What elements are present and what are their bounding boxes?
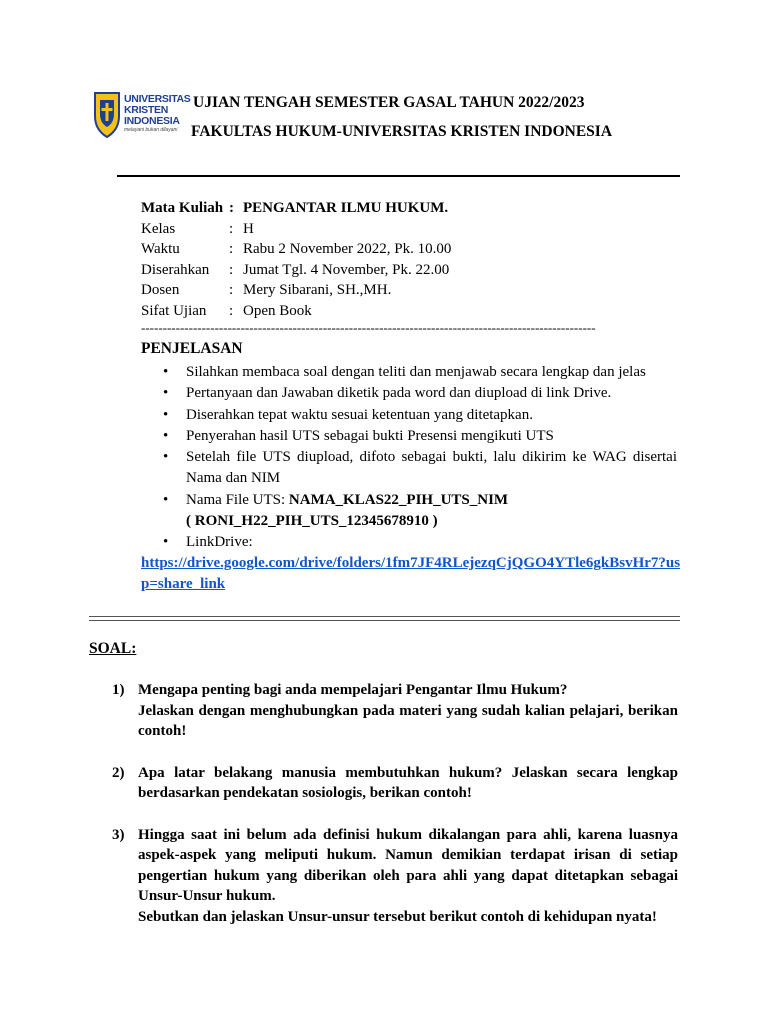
bullet-icon: •: [163, 427, 169, 444]
info-label: Mata Kuliah: [141, 200, 224, 216]
info-label: Sifat Ujian: [141, 302, 207, 319]
questions-title: SOAL:: [89, 640, 137, 657]
instructions-title: PENJELASAN: [141, 340, 243, 357]
logo-line-3: INDONESIA: [124, 115, 180, 127]
instructions-list: [141, 362, 677, 554]
info-row-exam-type: Sifat Ujian : Open Book: [141, 301, 451, 322]
info-value: Rabu 2 November 2022, Pk. 10.00: [243, 241, 452, 258]
info-value: Mery Sibarani, SH.,MH.: [243, 282, 392, 299]
list-item: • Silahkan membaca soal dengan teliti dan menjawab secara lengkap dan jelas: [141, 362, 677, 383]
list-item-file-name: • Nama File UTS: NAMA_KLAS22_PIH_UTS_NIM ( RONI_H22_PIH_UTS_12345678910 ): [163, 491, 509, 530]
section-divider: [89, 616, 680, 621]
list-item-link-drive: • LinkDrive:: [141, 532, 677, 553]
info-label: Kelas: [141, 220, 176, 237]
question-1: 1) Mengapa penting bagi anda mempelajari Pengantar Ilmu Hukum? Jelaskan dengan menghubungkan pada materi yang sudah kalian pelajari, berikan contoh!: [112, 682, 678, 739]
university-logo: [92, 88, 191, 146]
bullet-icon: •: [163, 406, 169, 423]
bullet-icon: •: [163, 385, 169, 402]
shield-icon: [92, 90, 122, 140]
list-item: • Setelah file UTS diupload, difoto sebagai bukti, lalu dikirim ke WAG disertai Nama dan NIM: [163, 449, 677, 487]
bullet-icon: •: [163, 364, 169, 380]
exam-title: UJIAN TENGAH SEMESTER GASAL TAHUN 2022/2023: [193, 94, 585, 111]
logo-line-2: KRISTEN: [124, 104, 168, 116]
info-label: Diserahkan: [141, 261, 210, 278]
info-value: H: [243, 220, 254, 237]
list-item: • Pertanyaan dan Jawaban diketik pada word dan diupload di link Drive.: [141, 383, 677, 404]
info-row-deadline: Diserahkan : Jumat Tgl. 4 November, Pk. 22.00: [141, 260, 451, 281]
questions-list: [112, 680, 678, 927]
dashed-separator: ---------------------------------------------------------------------------------------------------------: [141, 320, 596, 335]
info-row-lecturer: Dosen : Mery Sibarani, SH.,MH.: [141, 280, 451, 301]
info-label: Waktu: [141, 241, 180, 258]
list-item: • Penyerahan hasil UTS sebagai bukti Presensi mengikuti UTS: [141, 426, 677, 447]
info-value: Jumat Tgl. 4 November, Pk. 22.00: [243, 261, 450, 278]
file-name-example: ( RONI_H22_PIH_UTS_12345678910 ): [186, 513, 438, 530]
info-value: Open Book: [243, 302, 312, 319]
header-divider: [117, 175, 680, 177]
info-row-course: Mata Kuliah : PENGANTAR ILMU HUKUM.: [141, 198, 451, 219]
info-label: Dosen: [141, 282, 180, 299]
list-item: • Diserahkan tepat waktu sesuai ketentuan yang ditetapkan.: [141, 405, 677, 426]
info-row-time: Waktu : Rabu 2 November 2022, Pk. 10.00: [141, 239, 451, 260]
question-number: 3): [112, 826, 125, 843]
info-row-class: Kelas : H: [141, 219, 451, 240]
question-3: 3) Hingga saat ini belum ada definisi hukum dikalangan para ahli, karena luasnya aspek-aspek yang meliputi hukum. Namun demikian terdapat irisan di setiap pengertian hukum yang diberikan oleh para ahli yang dapat ditetapkan sebagai Unsur-Unsur hukum. Sebutkan dan jelaskan Unsur-unsur tersebut berikut contoh di kehidupan nyata!: [112, 826, 678, 925]
bullet-icon: •: [163, 491, 169, 508]
question-number: 2): [112, 764, 125, 781]
info-value: PENGANTAR ILMU HUKUM.: [243, 200, 449, 216]
faculty-title: FAKULTAS HUKUM-UNIVERSITAS KRISTEN INDONESIA: [191, 123, 613, 140]
logo-motto: melayani bukan dilayani: [124, 127, 178, 133]
course-info: [141, 198, 451, 322]
bullet-icon: •: [163, 534, 169, 551]
logo-line-1: UNIVERSITAS: [124, 93, 191, 105]
question-2: 2) Apa latar belakang manusia membutuhkan hukum? Jelaskan secara lengkap berdasarkan pendekatan sosiologis, berikan contoh!: [112, 764, 678, 801]
drive-link[interactable]: https://drive.google.com/drive/folders/1fm7JF4RLejezqCjQGO4YTle6gkBsvHr7?usp=share_link: [141, 555, 681, 592]
file-name-pattern: NAMA_KLAS22_PIH_UTS_NIM: [288, 491, 509, 508]
bullet-icon: •: [163, 449, 169, 466]
question-number: 1): [112, 682, 125, 698]
